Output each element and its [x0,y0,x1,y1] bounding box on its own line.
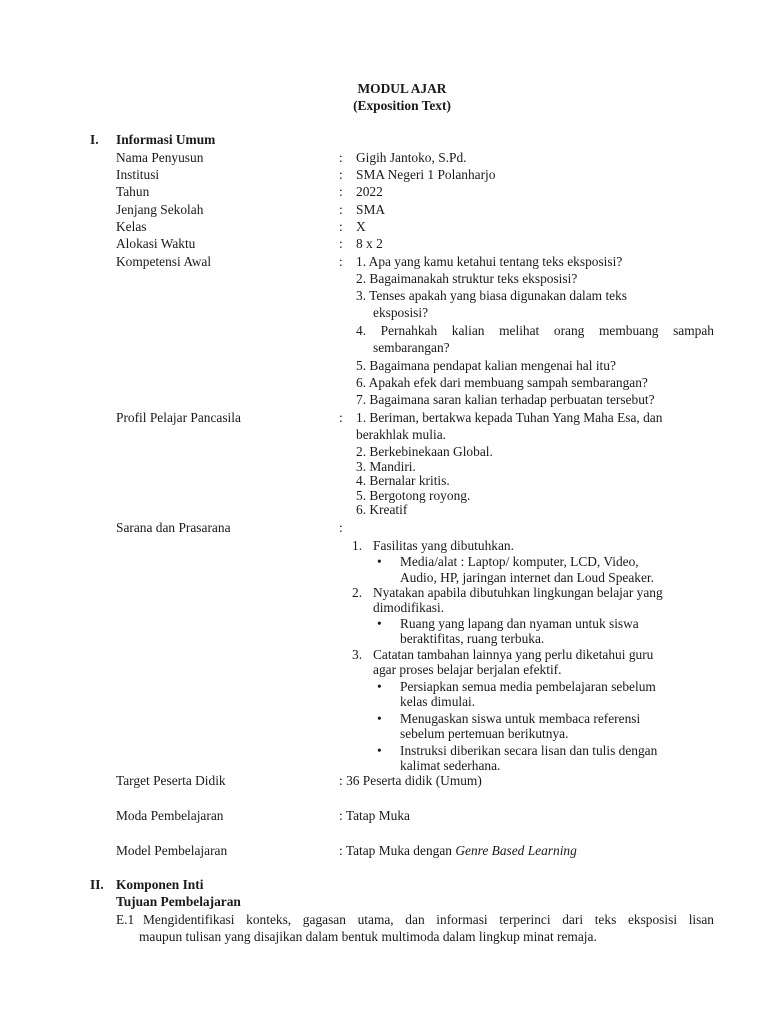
kompetensi-item-4-cont: sembarangan? [373,340,450,355]
sarana-item-3-bullet-2-cont: sebelum pertemuan berikutnya. [400,726,569,741]
sarana-item-3-bullet-3-cont: kalimat sederhana. [400,758,501,773]
value-alokasi-waktu: 8 x 2 [356,236,383,251]
profil-item-1-cont: berakhlak mulia. [356,427,446,442]
label-jenjang-sekolah: Jenjang Sekolah [116,202,204,217]
value-target-peserta: : 36 Peserta didik (Umum) [339,773,482,788]
doc-title: MODUL AJAR [357,81,447,96]
label-moda-pembelajaran: Moda Pembelajaran [116,808,224,823]
colon: : [339,236,343,251]
sarana-item-3-cont: agar proses belajar berjalan efektif. [373,662,562,677]
kompetensi-item-3: 3. Tenses apakah yang biasa digunakan dalam teks [356,288,628,303]
value-kelas: X [356,219,366,234]
profil-item-2: 2. Berkebinekaan Global. [356,444,493,459]
section-number-1: I. [90,132,99,147]
bullet-icon: • [377,554,382,569]
label-profil-pelajar: Profil Pelajar Pancasila [116,410,241,425]
label-kelas: Kelas [116,219,147,234]
tujuan-e1-line-1: Mengidentifikasi konteks, gagasan utama, dan informasi terperinci dari teks eksposisi lisan [143,912,714,927]
sarana-item-1-bullet-1-cont: Audio, HP, jaringan internet dan Loud Speaker. [400,570,654,585]
colon: : [339,410,343,425]
sarana-item-3-bullet-1: Persiapkan semua media pembelajaran sebelum [400,679,656,694]
sarana-number-3: 3. [352,647,363,662]
value-nama-penyusun: Gigih Jantoko, S.Pd. [356,150,467,165]
colon: : [339,219,343,234]
tujuan-code-e1: E.1 [116,912,135,927]
label-institusi: Institusi [116,167,160,182]
value-model-plain: : Tatap Muka dengan [339,843,456,858]
sarana-item-1-bullet-1: Media/alat : Laptop/ komputer, LCD, Video, [400,554,639,569]
kompetensi-item-2: 2. Bagaimanakah struktur teks eksposisi? [356,271,578,286]
bullet-icon: • [377,679,382,694]
colon: : [339,184,343,199]
bullet-icon: • [377,743,382,758]
kompetensi-item-3-cont: eksposisi? [373,305,429,320]
kompetensi-item-4: 4. Pernahkah kalian melihat orang membuang sampah [356,323,714,338]
label-tahun: Tahun [116,184,150,199]
label-model-pembelajaran: Model Pembelajaran [116,843,228,858]
colon: : [339,202,343,217]
sarana-item-3-bullet-3: Instruksi diberikan secara lisan dan tulis dengan [400,743,658,758]
sarana-item-2-cont: dimodifikasi. [373,600,445,615]
profil-item-3: 3. Mandiri. [356,459,416,474]
colon: : [339,520,343,535]
sarana-item-3-bullet-2: Menugaskan siswa untuk membaca referensi [400,711,641,726]
sarana-item-3-bullet-1-cont: kelas dimulai. [400,694,476,709]
kompetensi-item-1: 1. Apa yang kamu ketahui tentang teks eksposisi? [356,254,623,269]
section-number-2: II. [90,877,104,892]
section-title-komponen-inti: Komponen Inti [116,877,204,892]
sarana-number-2: 2. [352,585,363,600]
profil-item-4: 4. Bernalar kritis. [356,473,450,488]
kompetensi-item-6: 6. Apakah efek dari membuang sampah sembarangan? [356,375,648,390]
bullet-icon: • [377,616,382,631]
value-model-pembelajaran [339,842,577,859]
value-jenjang-sekolah: SMA [356,202,386,217]
label-kompetensi-awal: Kompetensi Awal [116,254,212,269]
label-nama-penyusun: Nama Penyusun [116,150,204,165]
profil-item-5: 5. Bergotong royong. [356,488,471,503]
sarana-item-1: Fasilitas yang dibutuhkan. [373,538,514,553]
sarana-item-2-bullet-1: Ruang yang lapang dan nyaman untuk siswa [400,616,639,631]
section-title-informasi-umum: Informasi Umum [116,132,216,147]
tujuan-e1-line-2: maupun tulisan yang disajikan dalam bentuk multimoda dalam lingkup minat remaja. [139,929,597,944]
profil-item-6: 6. Kreatif [356,502,408,517]
value-tahun: 2022 [356,184,383,199]
label-sarana-prasarana: Sarana dan Prasarana [116,520,231,535]
doc-subtitle: (Exposition Text) [353,98,451,113]
colon: : [339,254,343,269]
sarana-item-2-bullet-1-cont: beraktifitas, ruang terbuka. [400,631,545,646]
colon: : [339,167,343,182]
profil-item-1: 1. Beriman, bertakwa kepada Tuhan Yang Maha Esa, dan [356,410,663,425]
bullet-icon: • [377,711,382,726]
kompetensi-item-5: 5. Bagaimana pendapat kalian mengenai hal itu? [356,358,616,373]
label-target-peserta: Target Peserta Didik [116,773,226,788]
kompetensi-item-7: 7. Bagaimana saran kalian terhadap perbuatan tersebut? [356,392,655,407]
label-alokasi-waktu: Alokasi Waktu [116,236,196,251]
value-institusi: SMA Negeri 1 Polanharjo [356,167,496,182]
sarana-item-3: Catatan tambahan lainnya yang perlu diketahui guru [373,647,654,662]
value-moda-pembelajaran: : Tatap Muka [339,808,410,823]
subsection-title-tujuan: Tujuan Pembelajaran [116,894,241,909]
sarana-number-1: 1. [352,538,363,553]
sarana-item-2: Nyatakan apabila dibutuhkan lingkungan belajar yang [373,585,663,600]
colon: : [339,150,343,165]
value-model-italic: Genre Based Learning [455,843,577,858]
